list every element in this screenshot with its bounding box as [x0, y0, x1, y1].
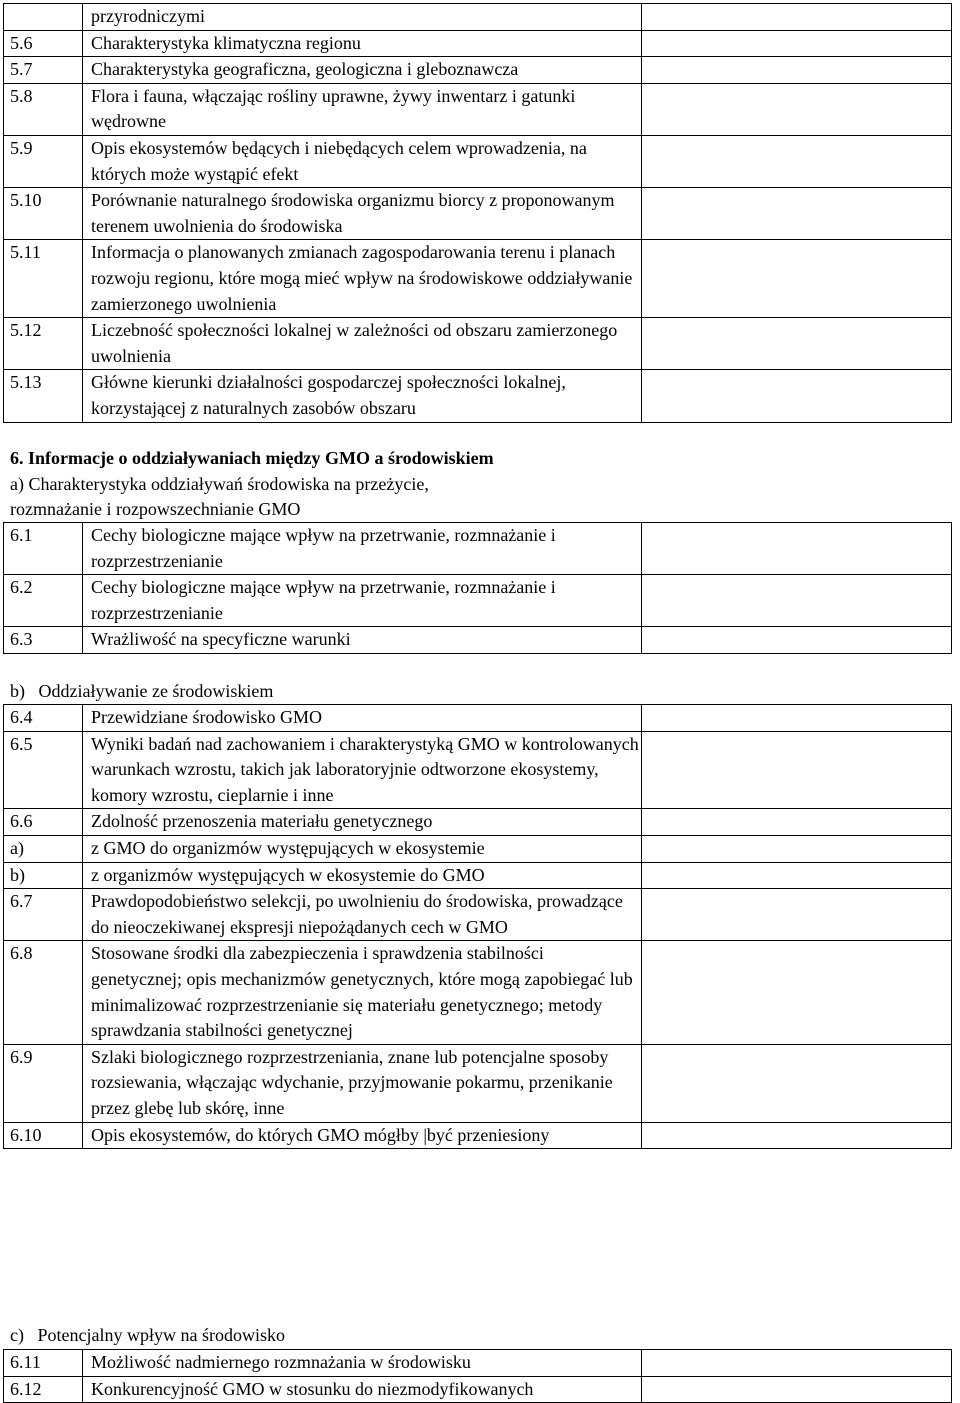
item-number: b) — [4, 862, 83, 889]
item-number: 5.9 — [4, 135, 83, 187]
item-number: 6.6 — [4, 809, 83, 836]
item-row — [4, 941, 952, 1044]
item-number: 5.8 — [4, 83, 83, 135]
item-description: Opis ekosystemów, do których GMO mógłby |być przeniesiony — [83, 1122, 642, 1149]
response-cell[interactable] — [642, 809, 952, 836]
item-description: Wrażliwość na specyficzne warunki — [83, 627, 642, 654]
item-row — [4, 835, 952, 862]
item-description: Konkurencyjność GMO w stosunku do niezmodyfikowanych — [83, 1376, 642, 1403]
item-row — [4, 889, 952, 941]
response-cell[interactable] — [642, 83, 952, 135]
item-row — [4, 135, 952, 187]
item-number: 6.12 — [4, 1376, 83, 1403]
item-row — [4, 30, 952, 57]
item-description: z GMO do organizmów występujących w ekosystemie — [83, 835, 642, 862]
response-cell[interactable] — [642, 57, 952, 84]
item-number: 5.6 — [4, 30, 83, 57]
item-number: 6.8 — [4, 941, 83, 1044]
item-number: 6.4 — [4, 705, 83, 732]
item-number: 6.3 — [4, 627, 83, 654]
item-number: 5.13 — [4, 370, 83, 422]
response-cell[interactable] — [642, 318, 952, 370]
item-number: 5.11 — [4, 240, 83, 318]
response-cell[interactable] — [642, 188, 952, 240]
item-description: Możliwość nadmiernego rozmnażania w środowisku — [83, 1350, 642, 1377]
item-row — [4, 523, 952, 575]
item-number: 6.11 — [4, 1350, 83, 1377]
item-number: a) — [4, 835, 83, 862]
response-cell[interactable] — [642, 370, 952, 422]
response-cell[interactable] — [642, 30, 952, 57]
section-6c-table — [3, 1349, 952, 1403]
item-description: Porównanie naturalnego środowiska organizmu biorcy z proponowanym terenem uwolnienia do środowiska — [83, 188, 642, 240]
response-cell[interactable] — [642, 941, 952, 1044]
response-cell[interactable] — [642, 1044, 952, 1122]
item-row — [4, 627, 952, 654]
section-6b-table — [3, 704, 952, 1149]
item-row — [4, 188, 952, 240]
item-row — [4, 83, 952, 135]
section-5-table — [3, 3, 952, 423]
item-row — [4, 240, 952, 318]
item-number: 6.9 — [4, 1044, 83, 1122]
response-cell[interactable] — [642, 240, 952, 318]
item-number: 5.7 — [4, 57, 83, 84]
item-row — [4, 1122, 952, 1149]
item-row — [4, 370, 952, 422]
item-number: 5.12 — [4, 318, 83, 370]
item-description: Cechy biologiczne mające wpływ na przetrwanie, rozmnażanie i rozprzestrzenianie — [83, 575, 642, 627]
item-description: Flora i fauna, włączając rośliny uprawne, żywy inwentarz i gatunki wędrowne — [83, 83, 642, 135]
item-row — [4, 4, 952, 31]
item-number — [4, 4, 83, 31]
item-description: z organizmów występujących w ekosystemie do GMO — [83, 862, 642, 889]
item-row — [4, 318, 952, 370]
item-row — [4, 1376, 952, 1403]
section-6-title: 6. Informacje o oddziaływaniach między GMO a środowiskiem — [10, 448, 494, 468]
item-description: Szlaki biologicznego rozprzestrzeniania, znane lub potencjalne sposoby rozsiewania, włączając wdychanie, przyjmowanie pokarmu, przenikanie przez glebę lub skórę, inne — [83, 1044, 642, 1122]
item-description: Główne kierunki działalności gospodarczej społeczności lokalnej, korzystającej z naturalnych zasobów obszaru — [83, 370, 642, 422]
item-number: 6.5 — [4, 731, 83, 809]
item-description: Stosowane środki dla zabezpieczenia i sprawdzenia stabilności genetycznej; opis mechanizmów genetycznych, które mogą zapobiegać lub minimalizować rozprzestrzenianie się materiału genetycznego; metody sprawdzania stabilności genetycznej — [83, 941, 642, 1044]
response-cell[interactable] — [642, 889, 952, 941]
item-description: Cechy biologiczne mające wpływ na przetrwanie, rozmnażanie i rozprzestrzenianie — [83, 523, 642, 575]
subsection-c-title: c) Potencjalny wpływ na środowisko — [10, 1325, 285, 1345]
subsection-a-title-line2: rozmnażanie i rozpowszechnianie GMO — [10, 499, 301, 519]
item-row — [4, 1350, 952, 1377]
item-row — [4, 862, 952, 889]
response-cell[interactable] — [642, 575, 952, 627]
item-description: Informacja o planowanych zmianach zagospodarowania terenu i planach rozwoju regionu, które mogą mieć wpływ na środowiskowe oddziaływanie zamierzonego uwolnienia — [83, 240, 642, 318]
item-description: Zdolność przenoszenia materiału genetycznego — [83, 809, 642, 836]
item-description: Charakterystyka geograficzna, geologiczna i gleboznawcza — [83, 57, 642, 84]
subsection-a-title-line1: a) Charakterystyka oddziaływań środowiska na przeżycie, — [10, 474, 429, 494]
item-row — [4, 731, 952, 809]
section-6a-table — [3, 522, 952, 654]
item-number: 5.10 — [4, 188, 83, 240]
subsection-b-title: b) Oddziaływanie ze środowiskiem — [10, 681, 274, 701]
response-cell[interactable] — [642, 135, 952, 187]
item-description: Charakterystyka klimatyczna regionu — [83, 30, 642, 57]
item-number: 6.10 — [4, 1122, 83, 1149]
item-description: Wyniki badań nad zachowaniem i charakterystyką GMO w kontrolowanych warunkach wzrostu, takich jak laboratoryjnie odtworzone ekosystemy, komory wzrostu, cieplarnie i inne — [83, 731, 642, 809]
item-number: 6.1 — [4, 523, 83, 575]
response-cell[interactable] — [642, 1350, 952, 1377]
response-cell[interactable] — [642, 705, 952, 732]
response-cell[interactable] — [642, 862, 952, 889]
response-cell[interactable] — [642, 731, 952, 809]
item-description: Opis ekosystemów będących i niebędących celem wprowadzenia, na których może wystąpić efekt — [83, 135, 642, 187]
item-row — [4, 57, 952, 84]
response-cell[interactable] — [642, 523, 952, 575]
item-row — [4, 1044, 952, 1122]
response-cell[interactable] — [642, 627, 952, 654]
response-cell[interactable] — [642, 835, 952, 862]
item-row — [4, 575, 952, 627]
item-number: 6.7 — [4, 889, 83, 941]
item-description: Prawdopodobieństwo selekcji, po uwolnieniu do środowiska, prowadzące do nieoczekiwanej ekspresji niepożądanych cech w GMO — [83, 889, 642, 941]
item-description: Przewidziane środowisko GMO — [83, 705, 642, 732]
response-cell[interactable] — [642, 1122, 952, 1149]
response-cell[interactable] — [642, 4, 952, 31]
item-row — [4, 705, 952, 732]
item-description: przyrodniczymi — [83, 4, 642, 31]
item-description: Liczebność społeczności lokalnej w zależności od obszaru zamierzonego uwolnienia — [83, 318, 642, 370]
response-cell[interactable] — [642, 1376, 952, 1403]
item-number: 6.2 — [4, 575, 83, 627]
item-row — [4, 809, 952, 836]
